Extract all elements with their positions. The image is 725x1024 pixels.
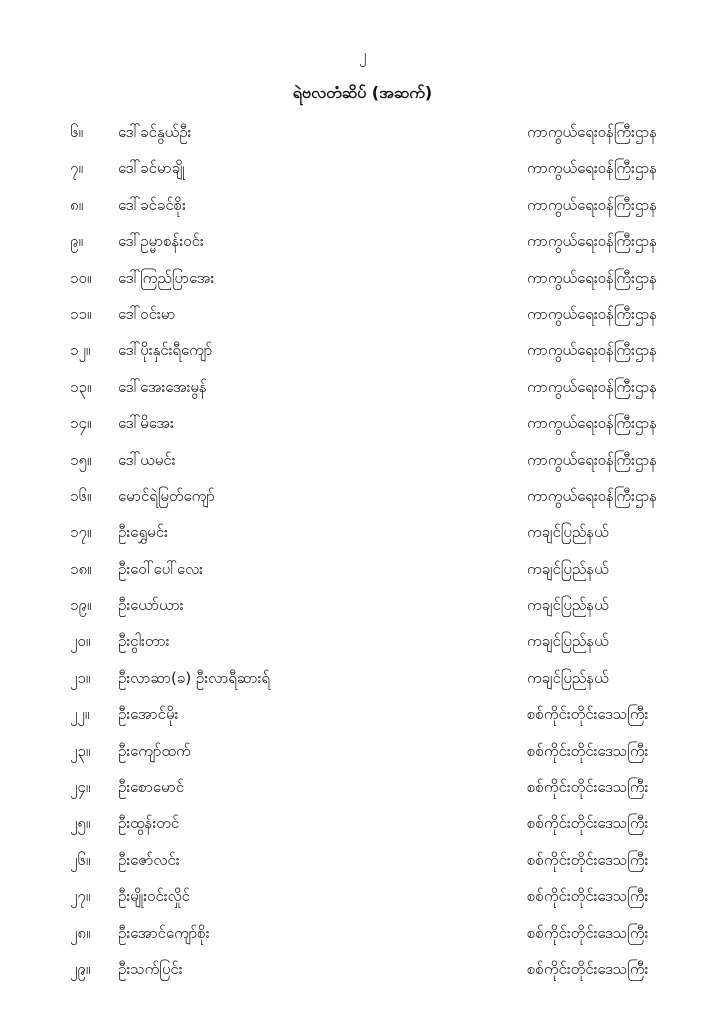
recipient-name: ဒေါ်ယမင်း: [118, 450, 176, 469]
recipient-department: ကချင်ပြည်နယ်: [527, 668, 609, 687]
list-item: [0, 223, 725, 259]
list-item: [0, 478, 725, 514]
list-item: [0, 369, 725, 405]
recipient-name: ဦးယော်ယား: [118, 596, 184, 615]
recipient-department: ကာကွယ်ရေးဝန်ကြီးဌာန: [527, 450, 658, 469]
list-item: [0, 951, 725, 987]
list-item: [0, 696, 725, 732]
recipient-name: ဒေါ်ဥမ္မာစန်းဝင်း: [118, 232, 204, 251]
list-item: [0, 842, 725, 878]
item-number: ၁၈။: [70, 559, 92, 578]
list-item: [0, 805, 725, 841]
recipient-name: ဦးအောင်ကျော်စိုး: [118, 923, 210, 942]
list-item: [0, 551, 725, 587]
item-number: ၂၄။: [70, 778, 91, 797]
recipient-name: ဒေါ်မိအေး: [118, 414, 174, 433]
list-item: [0, 769, 725, 805]
list-item: [0, 660, 725, 696]
list-item: [0, 405, 725, 441]
recipient-name: ဦးဇော်လင်း: [118, 850, 180, 869]
recipient-name: ဦးမျိုးဝင်းလှိုင်: [118, 887, 190, 906]
item-number: ၂၃။: [70, 741, 91, 760]
recipient-name: ဒေါ်ခင်နွယ်ဦး: [118, 123, 192, 141]
item-number: ၂၁။: [70, 668, 91, 687]
recipient-department: ကာကွယ်ရေးဝန်ကြီးဌာန: [527, 232, 658, 251]
recipient-name: ဦးရွှေမင်း: [118, 523, 168, 542]
item-number: ၂၆။: [70, 850, 91, 869]
recipient-department: ကာကွယ်ရေးဝန်ကြီးဌာန: [527, 414, 658, 433]
list-item: [0, 296, 725, 332]
item-number: ၁၅။: [70, 450, 92, 469]
item-number: ၇။: [70, 159, 83, 178]
item-number: ၁၄။: [70, 414, 92, 433]
recipient-name: မောင်ရဲမြတ်ကျော်: [118, 486, 215, 505]
recipient-department: စစ်ကိုင်းတိုင်းဒေသကြီး: [527, 814, 649, 833]
list-item: [0, 587, 725, 623]
item-number: ၁၁။: [70, 304, 92, 323]
list-item: [0, 150, 725, 186]
recipient-department: စစ်ကိုင်းတိုင်းဒေသကြီး: [527, 705, 649, 724]
recipient-department: ကာကွယ်ရေးဝန်ကြီးဌာန: [527, 341, 658, 360]
recipient-name: ဒေါ်ခင်မာချို: [118, 159, 185, 178]
item-number: ၁၇။: [70, 523, 92, 542]
recipient-department: ကာကွယ်ရေးဝန်ကြီးဌာန: [527, 123, 658, 141]
recipient-name: ဒေါ်ပိုးနှင်းရီကျော်: [118, 341, 213, 360]
item-number: ၁၃။: [70, 377, 92, 396]
recipient-name: ဦးဝေါ်ပေါ်လေး: [118, 559, 203, 578]
recipient-department: ကာကွယ်ရေးဝန်ကြီးဌာန: [527, 304, 658, 323]
list-item: [0, 623, 725, 659]
list-item: [0, 114, 725, 150]
recipient-name: ဦးလာဆာ(ခ) ဦးလာရီဆားရ်: [118, 668, 270, 687]
recipient-department: စစ်ကိုင်းတိုင်းဒေသကြီး: [527, 778, 649, 797]
recipient-name: ဦးသက်ပြင်း: [118, 959, 183, 978]
item-number: ၈။: [70, 195, 84, 214]
list-item: [0, 514, 725, 550]
item-number: ၁၉။: [70, 596, 92, 615]
recipient-department: ကာကွယ်ရေးဝန်ကြီးဌာန: [527, 486, 658, 505]
item-number: ၂၀။: [70, 632, 91, 651]
recipient-name: ဦးငွါးတား: [118, 632, 170, 651]
item-number: ၂၉။: [70, 959, 91, 978]
recipient-name: ဒေါ်ကြည်ပြာအေး: [118, 268, 215, 287]
recipient-name: ဦးအောင်မိုး: [118, 705, 179, 724]
item-number: ၂၂။: [70, 705, 90, 724]
recipient-department: ကချင်ပြည်နယ်: [527, 559, 609, 578]
recipient-department: စစ်ကိုင်းတိုင်းဒေသကြီး: [527, 741, 649, 760]
list-item: [0, 733, 725, 769]
recipient-department: ကာကွယ်ရေးဝန်ကြီးဌာန: [527, 195, 658, 214]
recipient-department: စစ်ကိုင်းတိုင်းဒေသကြီး: [527, 887, 649, 906]
recipient-name: ဦးကျော်ထက်: [118, 741, 191, 760]
recipient-name: ဦးထွန်းတင်: [118, 814, 180, 833]
item-number: ၁၀။: [70, 268, 92, 287]
item-number: ၆။: [70, 123, 83, 141]
recipient-name: ဒေါ်ဝင်းမာ: [118, 304, 176, 323]
recipient-department: ကာကွယ်ရေးဝန်ကြီးဌာန: [527, 377, 658, 396]
item-number: ၉။: [70, 232, 83, 251]
recipient-department: ကချင်ပြည်နယ်: [527, 596, 609, 615]
recipient-department: စစ်ကိုင်းတိုင်းဒေသကြီး: [527, 923, 649, 942]
recipient-name: ဦးစောမောင်: [118, 778, 185, 797]
item-number: ၂၈။: [70, 923, 91, 942]
list-item: [0, 915, 725, 951]
recipient-department: စစ်ကိုင်းတိုင်းဒေသကြီး: [527, 959, 649, 978]
page-number: ၂: [358, 46, 367, 64]
list-item: [0, 332, 725, 368]
item-number: ၂၅။: [70, 814, 91, 833]
recipient-department: ကချင်ပြည်နယ်: [527, 632, 609, 651]
list-item: [0, 878, 725, 914]
recipient-name: ဒေါ်ခင်ခင်စိုး: [118, 195, 186, 214]
item-number: ၂၇။: [70, 887, 91, 906]
recipient-department: ကာကွယ်ရေးဝန်ကြီးဌာန: [527, 268, 658, 287]
item-number: ၁၆။: [70, 486, 92, 505]
list-item: [0, 187, 725, 223]
recipient-department: ကာကွယ်ရေးဝန်ကြီးဌာန: [527, 159, 658, 178]
recipient-name: ဒေါ်အေးအေးမွန်: [118, 377, 207, 396]
recipient-list: [0, 114, 725, 987]
document-title: ရဲဗလတံဆိပ် (အဆက်): [292, 83, 433, 102]
recipient-department: စစ်ကိုင်းတိုင်းဒေသကြီး: [527, 850, 649, 869]
recipient-department: ကချင်ပြည်နယ်: [527, 523, 609, 542]
item-number: ၁၂။: [70, 341, 91, 360]
list-item: [0, 260, 725, 296]
list-item: [0, 442, 725, 478]
